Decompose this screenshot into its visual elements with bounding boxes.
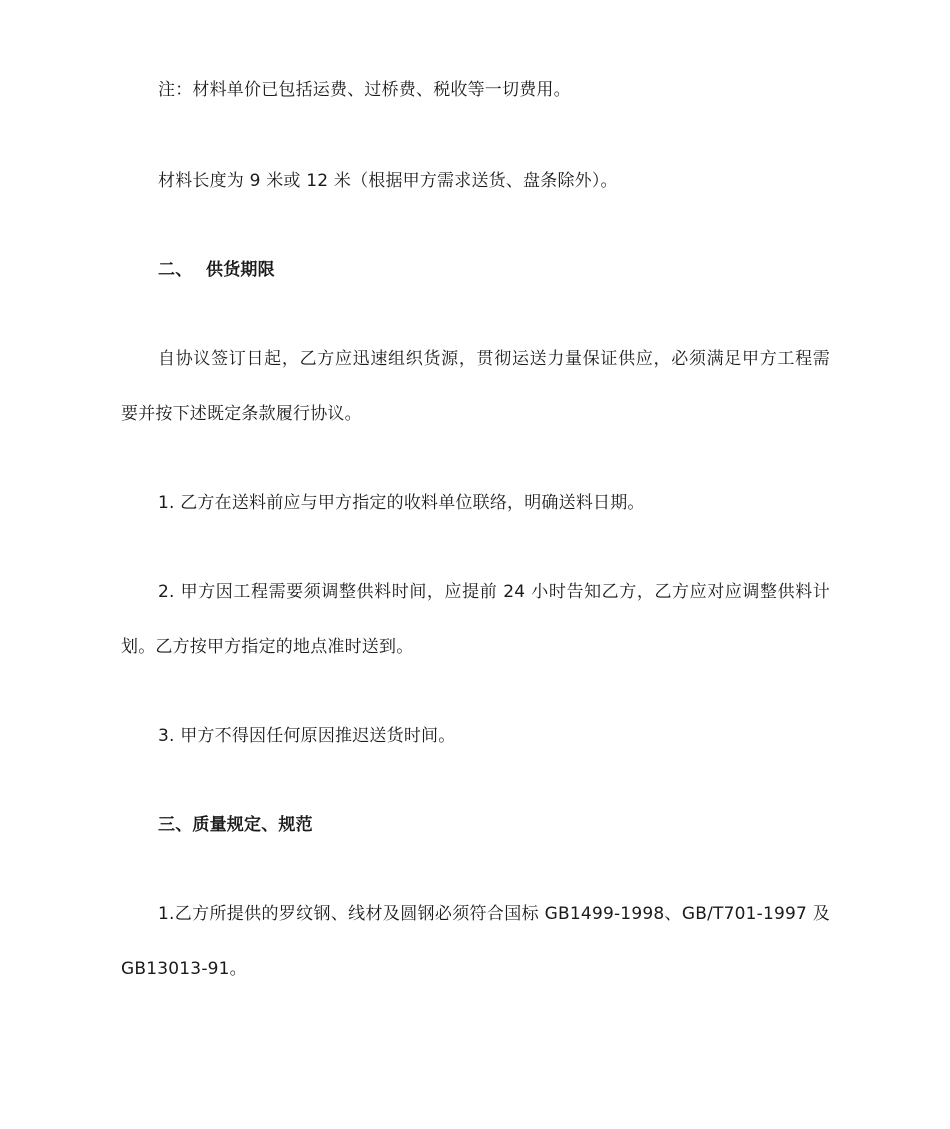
section-2-heading: [158, 260, 275, 280]
section-2-title: 供货期限: [206, 260, 275, 280]
section-3-heading: 三、质量规定、规范: [158, 815, 313, 835]
list-item-1: 1. 乙方在送料前应与甲方指定的收料单位联络，明确送料日期。: [158, 493, 645, 513]
section-3-item-1-line-2: GB13013-91。: [121, 959, 247, 979]
list-item-2-line-2: 划。乙方按甲方指定的地点准时送到。: [121, 637, 414, 657]
length-paragraph: 材料长度为 9 米或 12 米（根据甲方需求送货、盘条除外）。: [158, 171, 618, 191]
section-2-intro-line-2: 要并按下述既定条款履行协议。: [121, 404, 362, 424]
section-3-item-1-line-1: 1.乙方所提供的罗纹钢、线材及圆钢必须符合国标 GB1499-1998、GB/T701-1997 及: [158, 904, 830, 924]
list-item-3: 3. 甲方不得因任何原因推迟送货时间。: [158, 726, 456, 746]
section-2-intro-line-1: 自协议签订日起，乙方应迅速组织货源，贯彻运送力量保证供应，必须满足甲方工程需: [158, 349, 830, 369]
section-2-number: 二、: [158, 260, 193, 280]
list-item-2-line-1: 2. 甲方因工程需要须调整供料时间，应提前 24 小时告知乙方，乙方应对应调整供料计: [158, 582, 830, 602]
note-paragraph: 注：材料单价已包括运费、过桥费、税收等一切费用。: [158, 80, 571, 100]
